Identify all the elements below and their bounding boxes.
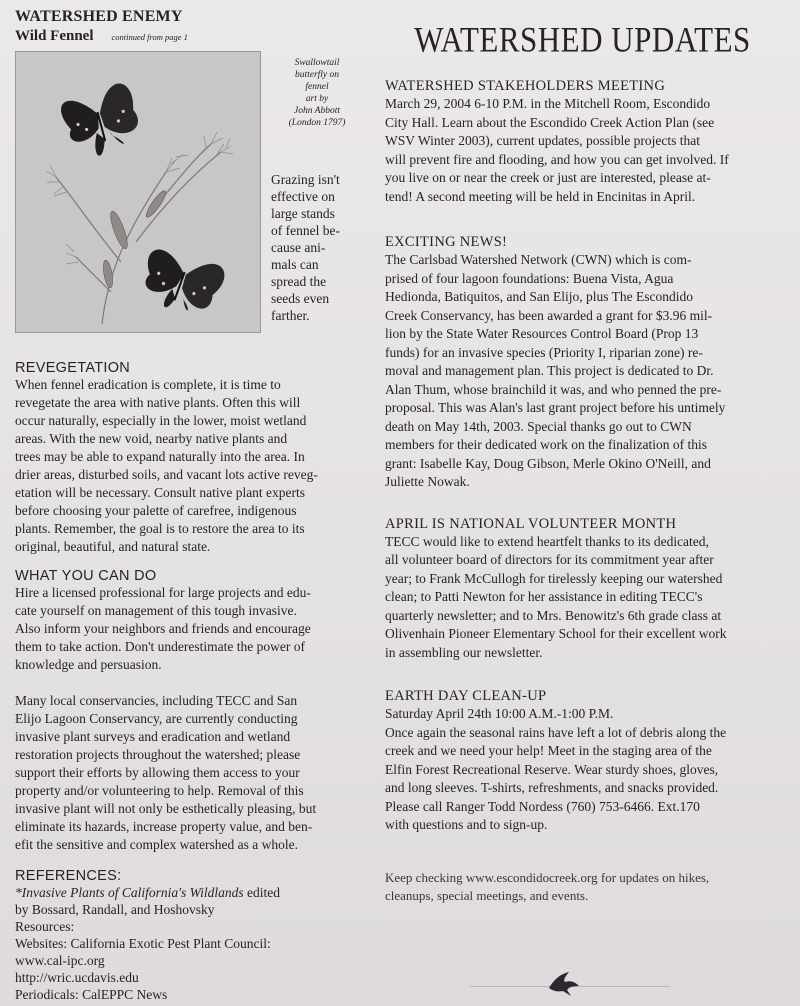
text-line: drier areas, disturbed soils, and vacant lots active reveg- xyxy=(15,467,318,482)
text-line: invasive plant will not only be esthetically pleasing, but xyxy=(15,801,317,816)
side-text-line: Grazing isn't xyxy=(271,172,340,187)
stakeholders-section xyxy=(385,78,780,206)
text-line: revegetate the area with native plants. Often this will xyxy=(15,395,301,410)
exciting-news-body xyxy=(385,251,780,492)
text-line: WSV Winter 2003), current updates, possible projects that xyxy=(385,133,701,148)
stakeholders-body xyxy=(385,95,780,206)
footer-line: Keep checking www.escondidocreek.org for updates on hikes, xyxy=(385,869,710,885)
references-section xyxy=(15,868,355,1003)
text-line: support their efforts by allowing them access to your xyxy=(15,765,300,780)
text-line: Periodicals: CalEPPC News xyxy=(15,987,168,1002)
page-title: WATERSHED UPDATES xyxy=(414,19,751,60)
reference-book xyxy=(15,884,355,901)
text-line: When fennel eradication is complete, it is time to xyxy=(15,377,281,392)
text-line: Saturday April 24th 10:00 A.M.-1:00 P.M. xyxy=(385,706,614,721)
text-line: Elfin Forest Recreational Reserve. Wear sturdy shoes, gloves, xyxy=(385,761,719,777)
text-line: all volunteer board of directors for its commitment year after xyxy=(385,552,714,567)
text-line: TECC would like to extend heartfelt thanks to its dedicated, xyxy=(385,533,709,549)
book-editor-note: edited xyxy=(243,885,281,900)
text-line: property and/or volunteering to help. Removal of this xyxy=(15,783,304,798)
revegetation-section xyxy=(15,360,355,556)
side-text xyxy=(271,171,356,324)
text-line: by Bossard, Randall, and Hoshovsky xyxy=(15,902,215,917)
side-text-line: farther. xyxy=(271,308,310,323)
text-line: The Carlsbad Watershed Network (CWN) which is com- xyxy=(385,252,692,267)
references-body xyxy=(15,884,355,1003)
conservancies-paragraph xyxy=(15,692,355,854)
caption-line: art by xyxy=(305,94,329,104)
earth-day-title: EARTH DAY CLEAN-UP xyxy=(385,688,547,704)
text-line: funds) for an invasive species (Priority I, riparian zone) re- xyxy=(385,344,703,360)
right-column xyxy=(385,19,780,905)
volunteer-month-section xyxy=(385,516,780,663)
text-line: City Hall. Learn about the Escondido Creek Action Plan (see xyxy=(385,114,715,130)
caption-line: John Abbott xyxy=(293,106,340,116)
text-line: year; to Frank McCullogh for tirelessly keeping our watershed xyxy=(385,570,723,586)
text-line: lion by the State Water Resources Control Board (Prop 13 xyxy=(385,326,699,341)
side-text-line: mals can xyxy=(271,257,319,272)
text-line: death on May 14th, 2003. Special thanks go out to CWN xyxy=(385,418,692,434)
text-line: efit the sensitive and complex watershed as a whole. xyxy=(15,837,299,852)
text-line: prised of four lagoon foundations: Buena Vista, Agua xyxy=(385,270,674,286)
text-line: moval and management plan. This project is dedicated to Dr. xyxy=(385,363,714,378)
text-line: Websites: California Exotic Pest Plant Council: xyxy=(15,936,271,951)
text-line: in assembling our newsletter. xyxy=(385,644,543,660)
website-link[interactable]: www.cal-ipc.org xyxy=(15,953,105,968)
text-line: grant: Isabelle Kay, Doug Gibson, Merle Okino O'Neill, and xyxy=(385,455,711,471)
text-line: Resources: xyxy=(15,919,75,934)
left-column xyxy=(15,8,355,1003)
caption-line: fennel xyxy=(305,82,329,92)
text-line: them to take action. Don't underestimate the power of xyxy=(15,639,305,654)
text-line: areas. With the new void, nearby native plants and xyxy=(15,431,288,446)
text-line: Also inform your neighbors and friends and encourage xyxy=(15,621,311,636)
footer-line: cleanups, special meetings, and events. xyxy=(385,887,589,903)
continued-note: continued from page 1 xyxy=(111,32,188,42)
text-line: Creek Conservancy, has been awarded a grant for $3.96 mil- xyxy=(385,307,713,323)
text-line: will prevent fire and flooding, and how you can get involved. If xyxy=(385,151,729,167)
text-line: Please call Ranger Todd Nordess (760) 753-6466. Ext.170 xyxy=(385,798,700,814)
text-line: and long sleeves. T-shirts, refreshments, and snacks provided. xyxy=(385,780,719,795)
text-line: before choosing your palette of carefree, indigenous xyxy=(15,503,297,518)
text-line: Many local conservancies, including TECC and San xyxy=(15,693,298,708)
side-text-line: effective on xyxy=(271,189,335,204)
text-line: original, beautiful, and natural state. xyxy=(15,539,211,554)
text-line: Elijo Lagoon Conservancy, are currently conducting xyxy=(15,711,298,726)
what-you-can-do-section xyxy=(15,568,355,674)
text-line: etation will be necessary. Consult native plant experts xyxy=(15,485,306,500)
side-text-line: cause ani- xyxy=(271,240,326,255)
text-line: members for their dedicated work on the finalization of this xyxy=(385,437,708,452)
text-line: with questions and to sign-up. xyxy=(385,817,548,832)
subhead-row xyxy=(15,28,355,45)
stakeholders-title: WATERSHED STAKEHOLDERS MEETING xyxy=(385,78,666,94)
bird-ornament-glyph xyxy=(545,968,581,998)
text-line: occur naturally, especially in the lower, moist wetland xyxy=(15,413,307,428)
text-line: plants. Remember, the goal is to restore the area to its xyxy=(15,521,305,536)
volunteer-month-title: APRIL IS NATIONAL VOLUNTEER MONTH xyxy=(385,515,677,532)
what-you-can-do-title: WHAT YOU CAN DO xyxy=(15,568,157,584)
text-line: knowledge and persuasion. xyxy=(15,657,162,672)
what-you-can-do-body xyxy=(15,584,355,674)
side-text-line: of fennel be- xyxy=(271,223,340,238)
text-line: Juliette Nowak. xyxy=(385,474,470,489)
text-line: you live on or near the creek or just are interested, please at- xyxy=(385,170,711,185)
book-title: *Invasive Plants of California's Wildlands xyxy=(15,885,244,900)
side-text-line: spread the xyxy=(271,274,327,289)
text-line: creek and we need your help! Meet in the staging area of the xyxy=(385,743,712,758)
website-link[interactable]: http://wric.ucdavis.edu xyxy=(15,970,139,985)
earth-day-section xyxy=(385,688,780,835)
text-line: Hedionda, Batiquitos, and San Elijo, plus The Escondido xyxy=(385,289,693,304)
text-line: quarterly newsletter; and to Mrs. Benowitz's 6th grade class at xyxy=(385,607,722,623)
revegetation-body xyxy=(15,376,355,556)
bird-ornament-icon xyxy=(545,968,581,1002)
footer-note xyxy=(385,869,780,905)
text-line: Olivenhain Pioneer Elementary School for their excellent work xyxy=(385,626,727,641)
text-line: proposal. This was Alan's last grant project before his untimely xyxy=(385,400,726,415)
section-kicker: WATERSHED ENEMY xyxy=(15,8,183,25)
text-line: restoration projects throughout the watershed; please xyxy=(15,747,301,762)
caption-line: (London 1797) xyxy=(288,118,346,128)
text-line: tend! A second meeting will be held in Encinitas in April. xyxy=(385,188,696,204)
swallowtail-butterfly-illustration xyxy=(15,51,261,333)
article-subhead: Wild Fennel xyxy=(15,28,94,44)
text-line: invasive plant surveys and eradication and wetland xyxy=(15,729,291,744)
fennel-butterfly-art xyxy=(16,52,260,332)
text-line: eliminate its hazards, increase property value, and ben- xyxy=(15,819,313,834)
text-line: Hire a licensed professional for large projects and edu- xyxy=(15,585,311,600)
exciting-news-title: EXCITING NEWS! xyxy=(385,234,508,250)
caption-line: butterfly on xyxy=(294,70,340,80)
volunteer-month-body xyxy=(385,533,780,663)
exciting-news-section xyxy=(385,234,780,492)
text-line: March 29, 2004 6-10 P.M. in the Mitchell Room, Escondido xyxy=(385,96,711,111)
revegetation-title: REVEGETATION xyxy=(15,360,131,376)
text-line: clean; to Patti Newton for her assistance in editing TECC's xyxy=(385,589,703,604)
side-text-line: seeds even xyxy=(271,291,330,306)
text-line: cate yourself on management of this tough invasive. xyxy=(15,603,297,618)
text-line: Alan Thum, whose brainchild it was, and who penned the pre- xyxy=(385,381,722,397)
side-text-line: large stands xyxy=(271,206,335,221)
text-line: trees may be able to expand naturally into the area. In xyxy=(15,449,305,464)
text-line: Once again the seasonal rains have left a lot of debris along the xyxy=(385,724,727,740)
references-title: REFERENCES: xyxy=(15,868,122,884)
caption-line: Swallowtail xyxy=(294,58,340,68)
earth-day-body xyxy=(385,705,780,835)
figure-block xyxy=(15,51,355,336)
figure-caption xyxy=(277,57,357,129)
